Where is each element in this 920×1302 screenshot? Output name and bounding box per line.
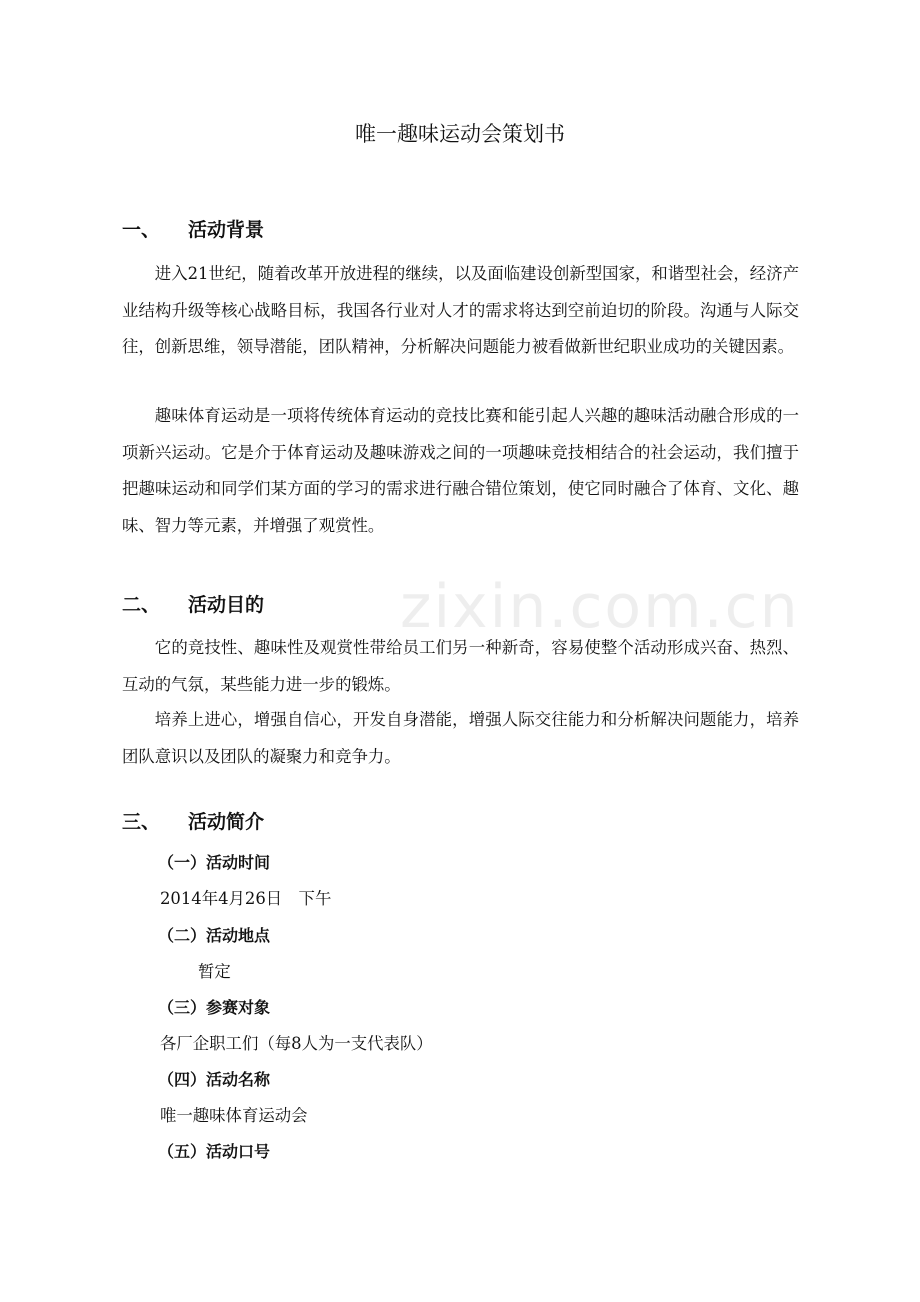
section-heading-intro: [122, 806, 264, 838]
paragraph: 培养上进心，增强自信心，开发自身潜能，增强人际交往能力和分析解决问题能力，培养团队意识以及团队的凝聚力和竞争力。: [122, 710, 799, 766]
section-heading-background: [122, 214, 264, 246]
paragraph: 进入21世纪，随着改革开放进程的继续，以及面临建设创新型国家，和谐型社会，经济产业结构升级等核心战略目标，我国各行业对人才的需求将达到空前迫切的阶段。沟通与人际交往，创新思维，领导潜能，团队精神，分析解决问题能力被看做新世纪职业成功的关键因素。: [122, 264, 799, 356]
section-number: 二、: [122, 594, 161, 616]
time-value: 2014年4月26日 下午: [160, 889, 332, 908]
section-title: 活动目的: [188, 594, 265, 616]
place-value: 暂定: [198, 962, 231, 981]
paragraph: 趣味体育运动是一项将传统体育运动的竞技比赛和能引起人兴趣的趣味活动融合形成的一项新兴运动。它是介于体育运动及趣味游戏之间的一项趣味竞技相结合的社会运动，我们擅于把趣味运动和同学们某方面的学习的需求进行融合错位策划，使它同时融合了体育、文化、趣味、智力等元素，并增强了观赏性。: [122, 406, 799, 535]
name-value: 唯一趣味体育运动会: [160, 1106, 308, 1125]
subheading-time: （一）活动时间: [158, 853, 271, 872]
section-heading-purpose: [122, 589, 264, 621]
subheading-slogan: （五）活动口号: [158, 1142, 271, 1161]
subheading-name: （四）活动名称: [158, 1070, 271, 1089]
participants-value: 各厂企职工们（每8人为一支代表队）: [160, 1034, 433, 1053]
subheading-place: （二）活动地点: [158, 926, 271, 945]
section-number: 三、: [122, 811, 161, 833]
subheading-participants: （三）参赛对象: [158, 998, 271, 1017]
section-number: 一、: [122, 219, 161, 241]
document-title: 唯一趣味运动会策划书: [355, 122, 565, 146]
watermark: zixin.com.cn: [400, 572, 800, 642]
section-title: 活动简介: [188, 811, 265, 833]
paragraph: 它的竞技性、趣味性及观赏性带给员工们另一种新奇，容易使整个活动形成兴奋、热烈、互动的气氛，某些能力进一步的锻炼。: [122, 638, 799, 694]
section-title: 活动背景: [188, 219, 265, 241]
